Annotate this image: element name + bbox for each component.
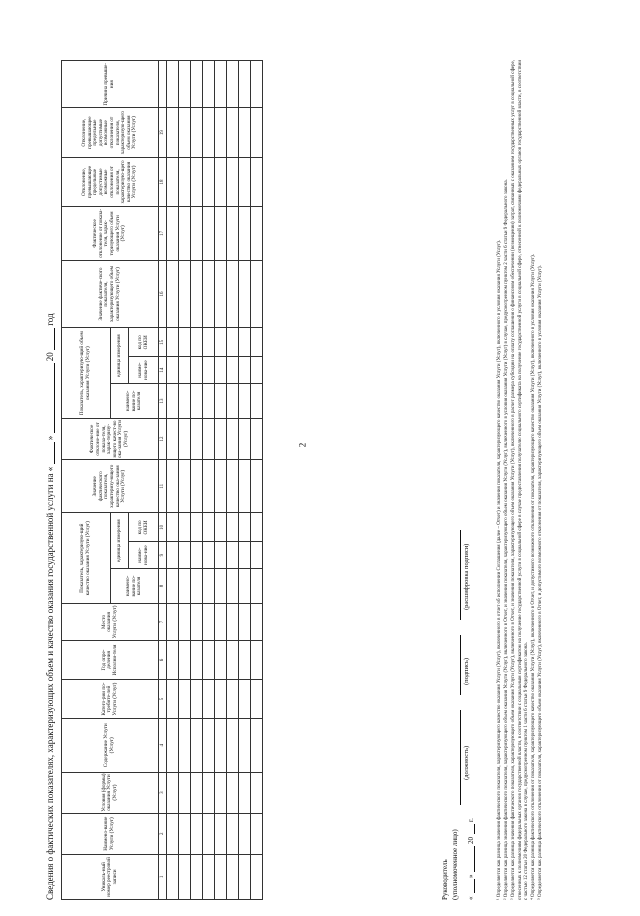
table-cell[interactable] [203, 157, 215, 206]
table-cell[interactable] [203, 357, 215, 384]
table-cell[interactable] [227, 418, 239, 459]
position-caption: (должность) [463, 745, 470, 780]
table-cell[interactable] [179, 460, 191, 513]
head-label: Руководитель [441, 859, 449, 900]
table-cell[interactable] [191, 357, 203, 384]
table-cell[interactable] [203, 108, 215, 157]
col-number-empty [159, 61, 167, 108]
col-number: 7 [159, 603, 167, 640]
col-number: 12 [159, 418, 167, 459]
table-cell[interactable] [251, 813, 263, 854]
table-cell[interactable] [191, 813, 203, 854]
col-number: 10 [159, 513, 167, 542]
header-quality-unit: единица измерения [111, 513, 129, 569]
header-registry-number: Уникаль-ный номер реестровой записи [62, 854, 159, 899]
table-cell[interactable] [203, 207, 215, 260]
table-cell[interactable] [167, 719, 179, 772]
table-cell[interactable] [191, 207, 203, 260]
col-number: 9 [159, 542, 167, 569]
table-cell[interactable] [239, 603, 251, 640]
header-content: Содержание Услуги (Услуг) [62, 719, 159, 772]
table-cell[interactable] [167, 328, 179, 357]
table-cell[interactable] [167, 603, 179, 640]
table-cell[interactable] [215, 568, 227, 603]
col-number: 16 [159, 260, 167, 328]
table-cell[interactable] [227, 61, 239, 108]
table-cell[interactable] [251, 719, 263, 772]
table-cell[interactable] [167, 854, 179, 899]
table-cell[interactable] [191, 568, 203, 603]
col-number: 11 [159, 460, 167, 513]
table-cell[interactable] [203, 680, 215, 719]
table-cell[interactable] [167, 108, 179, 157]
indicators-table [61, 60, 263, 900]
header-consumer-categories: Катего-рии по-требите-лей Услуги (Услуг) [62, 680, 159, 719]
header-conditions: Условия (формы) оказания Услуги (Услуг) [62, 772, 159, 813]
table-row [191, 61, 203, 900]
table-row [215, 61, 227, 900]
table-cell[interactable] [167, 383, 179, 418]
table-cell[interactable] [167, 513, 179, 542]
table-cell[interactable] [179, 61, 191, 108]
table-cell[interactable] [203, 568, 215, 603]
header-quality-unit-name: наиме-нова-ние [129, 542, 159, 569]
table-cell[interactable] [191, 260, 203, 328]
header-volume-unit-name: наиме-нова-ние [129, 357, 159, 384]
header-quality-group: Показатель, характеризую-щий качество оказания Услуги (Услуг) [62, 513, 111, 603]
table-cell[interactable] [215, 854, 227, 899]
table-cell[interactable] [191, 513, 203, 542]
table-cell[interactable] [203, 640, 215, 679]
table-cell[interactable] [167, 813, 179, 854]
date-close: » [467, 874, 475, 878]
title-year-blank [45, 328, 55, 350]
table-cell[interactable] [203, 542, 215, 569]
header-volume-group: Показатель, характеризую-щий объем оказания Услуги (Услуг) [62, 328, 111, 418]
table-cell[interactable] [227, 460, 239, 513]
table-cell[interactable] [167, 207, 179, 260]
table-cell[interactable] [239, 719, 251, 772]
table-cell[interactable] [167, 542, 179, 569]
col-number: 3 [159, 772, 167, 813]
table-cell[interactable] [227, 854, 239, 899]
table-cell[interactable] [203, 772, 215, 813]
table-cell[interactable] [203, 603, 215, 640]
date-year: 20 [467, 837, 475, 844]
table-cell[interactable] [179, 157, 191, 206]
head-label-2: (уполномоченное лицо) [451, 829, 459, 900]
header-volume-excess: Отклонение, превышающее предельные допустимые возможные отклонения от показателя, характеризую-щего объем оказания Услуги (Услуг) [62, 108, 159, 157]
table-cell[interactable] [203, 328, 215, 357]
table-cell[interactable] [191, 418, 203, 459]
table-cell[interactable] [179, 513, 191, 542]
header-volume-deviation: Фактическое отклонение от показа-теля, харак-теризующего объем оказания Услуги (Услуг) [62, 207, 159, 260]
table-cell[interactable] [191, 542, 203, 569]
table-cell[interactable] [227, 568, 239, 603]
table-cell[interactable] [203, 418, 215, 459]
signature-caption: (подпись) [463, 658, 470, 685]
table-cell[interactable] [191, 328, 203, 357]
table-cell[interactable] [215, 542, 227, 569]
table-cell[interactable] [239, 460, 251, 513]
table-cell[interactable] [167, 568, 179, 603]
col-number: 15 [159, 328, 167, 357]
table-cell[interactable] [239, 772, 251, 813]
table-cell[interactable] [215, 157, 227, 206]
table-cell[interactable] [215, 460, 227, 513]
column-numbers-row [159, 61, 167, 900]
table-cell[interactable] [239, 328, 251, 357]
table-cell[interactable] [203, 260, 215, 328]
table-cell[interactable] [179, 207, 191, 260]
header-volume-value: Значение фактиче-ского показателя, характеризующего объем оказания Услуги (Услуг) [62, 260, 159, 328]
table-cell[interactable] [203, 383, 215, 418]
table-cell[interactable] [191, 383, 203, 418]
col-number: 6 [159, 640, 167, 679]
table-cell[interactable] [239, 680, 251, 719]
table-cell[interactable] [227, 640, 239, 679]
table-cell[interactable] [227, 157, 239, 206]
col-number: 5 [159, 680, 167, 719]
table-cell[interactable] [239, 157, 251, 206]
table-cell[interactable] [191, 719, 203, 772]
col-number: 18 [159, 157, 167, 206]
table-cell[interactable] [251, 61, 263, 108]
table-cell[interactable] [227, 603, 239, 640]
table-cell[interactable] [167, 460, 179, 513]
table-row [239, 61, 251, 900]
table-cell[interactable] [239, 260, 251, 328]
table-cell[interactable] [179, 854, 191, 899]
title-day-blank [45, 442, 55, 464]
table-cell[interactable] [251, 542, 263, 569]
header-service-place: Место оказания Услуги (Услуг) [62, 603, 159, 640]
table-cell[interactable] [215, 813, 227, 854]
footnotes [497, 60, 545, 900]
table-cell[interactable] [191, 854, 203, 899]
header-quality-unit-code: код по ОКЕИ [129, 513, 159, 542]
header-quality-indicator-name: наимено-вание по-казателя [111, 568, 159, 603]
table-cell[interactable] [167, 680, 179, 719]
table-cell[interactable] [215, 207, 227, 260]
col-number: 4 [159, 719, 167, 772]
table-cell[interactable] [251, 680, 263, 719]
table-cell[interactable] [203, 513, 215, 542]
col-number: 19 [159, 108, 167, 157]
header-reason: Причина превыше-ния [62, 61, 159, 108]
table-cell[interactable] [203, 460, 215, 513]
table-cell[interactable] [179, 680, 191, 719]
date-year-line [474, 824, 475, 834]
footnote: ¹ Определяется как разница значения фактического показателя, характеризующего качество оказания Услуги (Услуг), включенного в отчет об исполнении Соглашения (далее – Отчет) и значения показателя, характеризующего качество оказания Услуги (Услуг), включенного в условия оказания Услуги (Услуг). [497, 240, 502, 900]
date-day-line [474, 879, 475, 893]
header-quality-excess: Отклонение, превышающее предельные допустимые возможные отклонения от показателя, характеризую-щего качество оказания Услуги (Услуг) [62, 157, 159, 206]
table-cell[interactable] [251, 357, 263, 384]
table-cell[interactable] [239, 61, 251, 108]
report-sheet [45, 60, 625, 900]
table-cell[interactable] [227, 680, 239, 719]
col-number: 14 [159, 357, 167, 384]
table-cell[interactable] [227, 813, 239, 854]
table-cell[interactable] [179, 772, 191, 813]
table-cell[interactable] [167, 640, 179, 679]
table-cell[interactable] [191, 108, 203, 157]
table-cell[interactable] [203, 854, 215, 899]
table-cell[interactable] [215, 418, 227, 459]
table-cell[interactable] [251, 460, 263, 513]
table-cell[interactable] [251, 328, 263, 357]
table-cell[interactable] [167, 357, 179, 384]
table-row [227, 61, 239, 900]
table-cell[interactable] [227, 108, 239, 157]
table-cell[interactable] [191, 157, 203, 206]
position-line [460, 710, 461, 805]
table-cell[interactable] [179, 418, 191, 459]
table-cell[interactable] [251, 568, 263, 603]
decoding-line [460, 530, 461, 620]
col-number: 2 [159, 813, 167, 854]
table-cell[interactable] [215, 108, 227, 157]
table-cell[interactable] [215, 513, 227, 542]
footnote: ⁴ Определяется как разница фактического отклонения от показателя, характеризующего качество оказания Услуги (Услуг), включенного в Отчет, и допустимого возможного отклонения от показателя, характеризующего качество оказания Услуги (Услуг), включенного в условия оказания Услуги (Услуг). [531, 254, 537, 900]
title-month-blank [45, 363, 55, 433]
table-cell[interactable] [227, 207, 239, 260]
table-cell[interactable] [179, 542, 191, 569]
table-cell[interactable] [191, 772, 203, 813]
table-cell[interactable] [251, 772, 263, 813]
col-number: 17 [159, 207, 167, 260]
table-cell[interactable] [251, 157, 263, 206]
table-cell[interactable] [251, 640, 263, 679]
table-cell[interactable] [215, 680, 227, 719]
page-number: 2 [297, 442, 308, 448]
table-cell[interactable] [179, 383, 191, 418]
table-cell[interactable] [239, 383, 251, 418]
table-cell[interactable] [251, 383, 263, 418]
footnote: ² Определяется как разница значения фактического показателя, характеризующего объем оказания Услуги (Услуг), включенного в Отчет, и значения показателя, характеризующего объем оказания Услуги (Услуг), включенного в условия оказания Услуги (Услуг) в случае, предусмотренном пунктом 2 части 6 статьи 9 Федерального закона. [504, 179, 510, 900]
header-volume-unit-code: код по ОКЕИ [129, 328, 159, 357]
table-cell[interactable] [215, 328, 227, 357]
header-quality-deviation: Фактическое отклоне-ние от показа-теля, харак-теризу-ющего качест-во ока-зания Услуги (Услуг) [62, 418, 159, 459]
table-cell[interactable] [191, 603, 203, 640]
table-cell[interactable] [215, 357, 227, 384]
table-cell[interactable] [239, 108, 251, 157]
table-cell[interactable] [215, 61, 227, 108]
table-cell[interactable] [167, 157, 179, 206]
table-cell[interactable] [191, 680, 203, 719]
table-cell[interactable] [227, 772, 239, 813]
table-cell[interactable] [179, 260, 191, 328]
table-cell[interactable] [203, 61, 215, 108]
title-text: Сведения о фактических показателях, характеризующих объем и качество оказания государственной услуги на « [45, 466, 55, 900]
header-quality-value: Значение фактического показателя, характеризу-ющего качество ока-зания Услуги (Услуг) [62, 460, 159, 513]
table-cell[interactable] [215, 719, 227, 772]
table-cell[interactable] [203, 813, 215, 854]
title-year-prefix: 20 [45, 352, 55, 362]
table-cell[interactable] [179, 719, 191, 772]
signature-line [460, 635, 461, 695]
date-open: « [467, 896, 475, 900]
col-number: 1 [159, 854, 167, 899]
table-cell[interactable] [215, 383, 227, 418]
table-cell[interactable] [251, 418, 263, 459]
title-quote-close: » [45, 435, 55, 441]
table-cell[interactable] [179, 640, 191, 679]
table-cell[interactable] [215, 772, 227, 813]
header-year-executor: Год опре-деления Исполни-теля [62, 640, 159, 679]
table-cell[interactable] [251, 513, 263, 542]
table-cell[interactable] [227, 513, 239, 542]
table-cell[interactable] [191, 640, 203, 679]
table-cell[interactable] [239, 854, 251, 899]
table-row [203, 61, 215, 900]
table-cell[interactable] [227, 383, 239, 418]
table-cell[interactable] [179, 568, 191, 603]
header-volume-indicator-name: наимено-вание по-казателя [111, 383, 159, 418]
table-cell[interactable] [167, 772, 179, 813]
col-number: 13 [159, 383, 167, 418]
date-month-line [474, 846, 475, 872]
table-cell[interactable] [167, 418, 179, 459]
table-cell[interactable] [167, 260, 179, 328]
table-cell[interactable] [251, 108, 263, 157]
table-cell[interactable] [239, 418, 251, 459]
footnote: ⁵ Определяется как разница фактического отклонения от показателя, характеризующего объем оказания Услуги (Услуг), включенного в Отчет, и допустимого возможного отклонения от показателя, характеризующего объем оказания Услуги (Услуг), включенного в условия оказания Услуги (Услуг). [538, 265, 544, 900]
table-cell[interactable] [179, 813, 191, 854]
table-row [167, 61, 179, 900]
table-cell[interactable] [239, 513, 251, 542]
table-cell[interactable] [227, 357, 239, 384]
table-cell[interactable] [167, 61, 179, 108]
table-cell[interactable] [227, 328, 239, 357]
table-cell[interactable] [179, 357, 191, 384]
table-cell[interactable] [215, 640, 227, 679]
table-cell[interactable] [215, 260, 227, 328]
header-volume-unit: единица измерения [111, 328, 129, 384]
table-cell[interactable] [227, 719, 239, 772]
table-cell[interactable] [203, 719, 215, 772]
table-row [179, 61, 191, 900]
table-cell[interactable] [227, 260, 239, 328]
table-cell[interactable] [251, 207, 263, 260]
table-cell[interactable] [239, 813, 251, 854]
table-cell[interactable] [179, 328, 191, 357]
table-cell[interactable] [239, 542, 251, 569]
table-row [251, 61, 263, 900]
report-title [45, 60, 55, 900]
table-cell[interactable] [239, 207, 251, 260]
table-cell[interactable] [215, 603, 227, 640]
table-cell[interactable] [239, 568, 251, 603]
empty-rows [167, 61, 263, 900]
table-cell[interactable] [179, 603, 191, 640]
footnote: ³ Определяется как разница значения фактического показателя, характеризующего объем оказания Услуги (Услуг), включенного в Отчет, и значения показателя, характеризующего объем оказания Услуги (Услуг), включенного в расчет размера субсидии на оплату соглашения о финансовом обеспечении (возмещении) затрат, связанных с оказанием государственных услуг в социальной сфере, отнесенных к полномочиям федеральных органов государственной власти, в соответствии с социальным сертификатом на получение государственной услуги в социальной сфере в случае предоставления получателю социального сертификата на получение государственной услуги в социальной сфере, отнесенной к полномочиям федеральных органов государственной власти, в соответствии с частью 12 статьи 20 Федерального закона в случае, предусмотренном пунктом 1 части 6 статьи 9 Федерального закона. [511, 60, 529, 900]
table-cell[interactable] [239, 640, 251, 679]
header-service-name: Наимено-вание Услуги (Услуг) [62, 813, 159, 854]
title-year-suffix: год [45, 313, 55, 326]
table-cell[interactable] [239, 357, 251, 384]
table-cell[interactable] [227, 542, 239, 569]
col-number: 8 [159, 568, 167, 603]
table-cell[interactable] [251, 854, 263, 899]
table-cell[interactable] [191, 61, 203, 108]
table-cell[interactable] [251, 260, 263, 328]
decoding-caption: (расшифровка подписи) [463, 543, 470, 610]
table-cell[interactable] [251, 603, 263, 640]
table-cell[interactable] [191, 460, 203, 513]
date-g: г. [467, 818, 475, 822]
table-cell[interactable] [179, 108, 191, 157]
